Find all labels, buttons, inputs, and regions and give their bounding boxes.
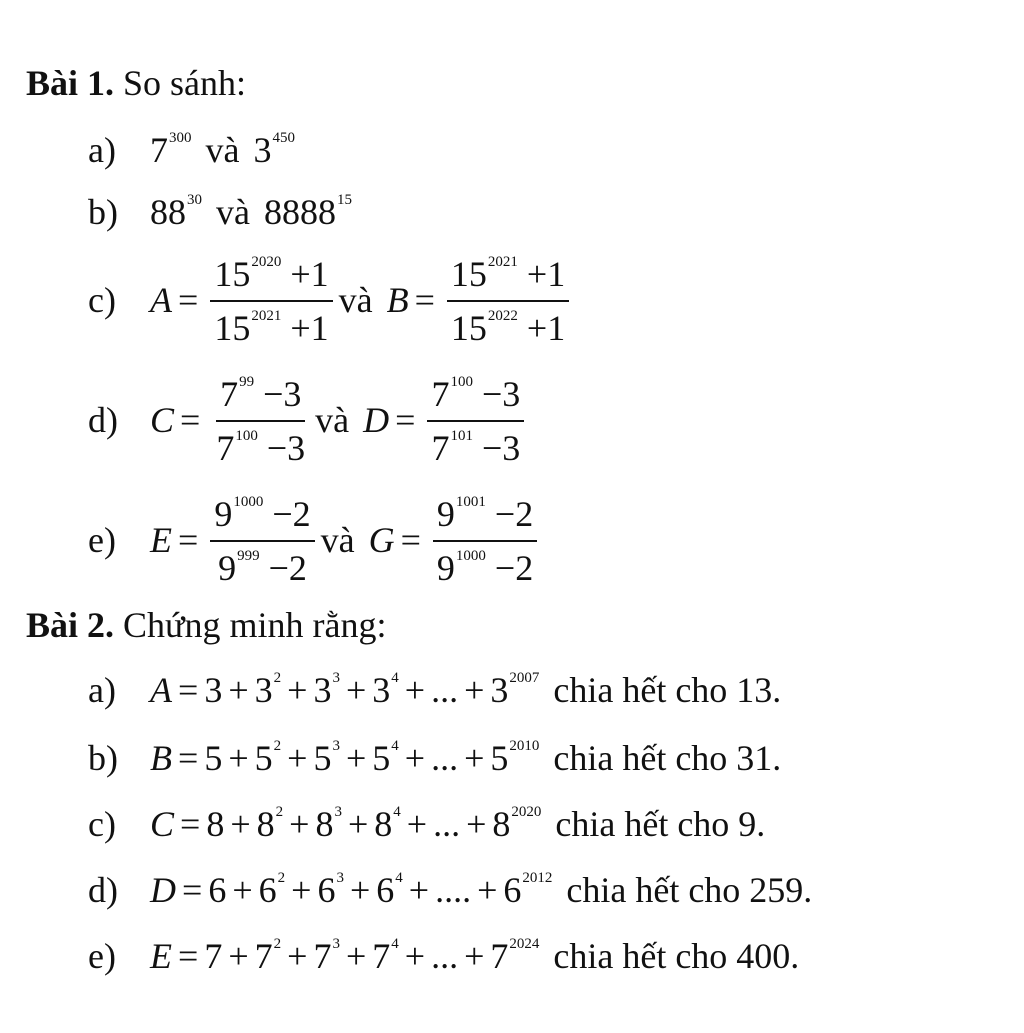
item-label: c) xyxy=(88,804,116,844)
conjunction: và xyxy=(205,130,240,170)
bai1-item-e: e) E = $\frac{9^{1000} -2}{9^{999} -2}$ và G = $\frac{9^{1001} -2}{9^{1000} -2}$ xyxy=(88,490,543,590)
sum-expression: $B = 5 + 5^2 + 5^3 + 5^4$ + ... + $5^{2010}$ xyxy=(150,738,540,778)
divisibility-text: chia hết cho 13. xyxy=(553,670,782,710)
conjunction: và xyxy=(338,280,373,320)
divisibility-text: chia hết cho 259. xyxy=(566,870,813,910)
sum-expression: $A = 3 + 3^2 + 3^3 + 3^4$ + ... + $3^{2007}$ xyxy=(150,670,540,710)
item-label: b) xyxy=(88,738,118,778)
conjunction: và xyxy=(315,400,350,440)
fraction-a: $\frac{15^{2020} +1}{15^{2021} +1}$ xyxy=(210,250,332,350)
var-b: B xyxy=(386,280,409,320)
fraction-e: $\frac{9^{1000} -2}{9^{999} -2}$ xyxy=(210,490,314,590)
fraction-d: $\frac{7^{100} -3}{7^{101} -3}$ xyxy=(427,370,524,470)
bai2-heading-bold: Bài 2. xyxy=(26,605,115,645)
item-label: a) xyxy=(88,130,116,170)
var-a: A xyxy=(150,280,172,320)
sum-expression: $E = 7 + 7^2 + 7^3 + 7^4$ + ... + $7^{2024}$ xyxy=(150,936,540,976)
item-label: a) xyxy=(88,670,116,710)
power-right: $3^{450}$ xyxy=(253,130,295,170)
var-e: E xyxy=(150,520,172,560)
power-left: $7^{300}$ xyxy=(150,130,192,170)
bai2-heading xyxy=(26,604,387,646)
item-label: c) xyxy=(88,280,116,320)
item-label: e) xyxy=(88,936,116,976)
power-right: 8888$^{15}$ xyxy=(263,192,352,232)
item-label: e) xyxy=(88,520,116,560)
divisibility-text: chia hết cho 31. xyxy=(553,738,782,778)
bai1-item-c: c) A = $\frac{15^{2020} +1}{15^{2021} +1}$ và B = $\frac{15^{2021} +1}{15^{2022} +1}$ xyxy=(88,250,575,350)
fraction-c: $\frac{7^{99} -3}{7^{100} -3}$ xyxy=(212,370,309,470)
sum-expression: $C = 8 + 8^2 + 8^3 + 8^4$ + ... + $8^{2020}$ xyxy=(150,804,542,844)
bai1-heading-bold: Bài 1. xyxy=(26,63,115,103)
divisibility-text: chia hết cho 400. xyxy=(553,936,800,976)
bai1-heading-text: So sánh: xyxy=(123,63,247,103)
divisibility-text: chia hết cho 9. xyxy=(555,804,766,844)
bai1-heading xyxy=(26,62,246,104)
bai1-item-b xyxy=(88,172,352,252)
sum-expression: $D = 6 + 6^2 + 6^3 + 6^4$ + .... + $6^{2012}$ xyxy=(150,870,553,910)
bai2-item xyxy=(88,916,799,996)
conjunction: và xyxy=(320,520,355,560)
item-label: d) xyxy=(88,400,118,440)
var-g: G xyxy=(368,520,395,560)
item-label: d) xyxy=(88,870,118,910)
fraction-g: $\frac{9^{1001} -2}{9^{1000} -2}$ xyxy=(433,490,537,590)
var-c: C xyxy=(150,400,175,440)
bai2-heading-text: Chứng minh rằng: xyxy=(123,605,387,645)
bai1-item-d: d) C = $\frac{7^{99} -3}{7^{100} -3}$ và D = $\frac{7^{100} -3}{7^{101} -3}$ xyxy=(88,370,530,470)
var-d: D xyxy=(363,400,390,440)
item-label: b) xyxy=(88,192,118,232)
conjunction: và xyxy=(216,192,250,232)
fraction-b: $\frac{15^{2021} +1}{15^{2022} +1}$ xyxy=(447,250,569,350)
power-left: $88^{30}$ xyxy=(150,192,202,232)
